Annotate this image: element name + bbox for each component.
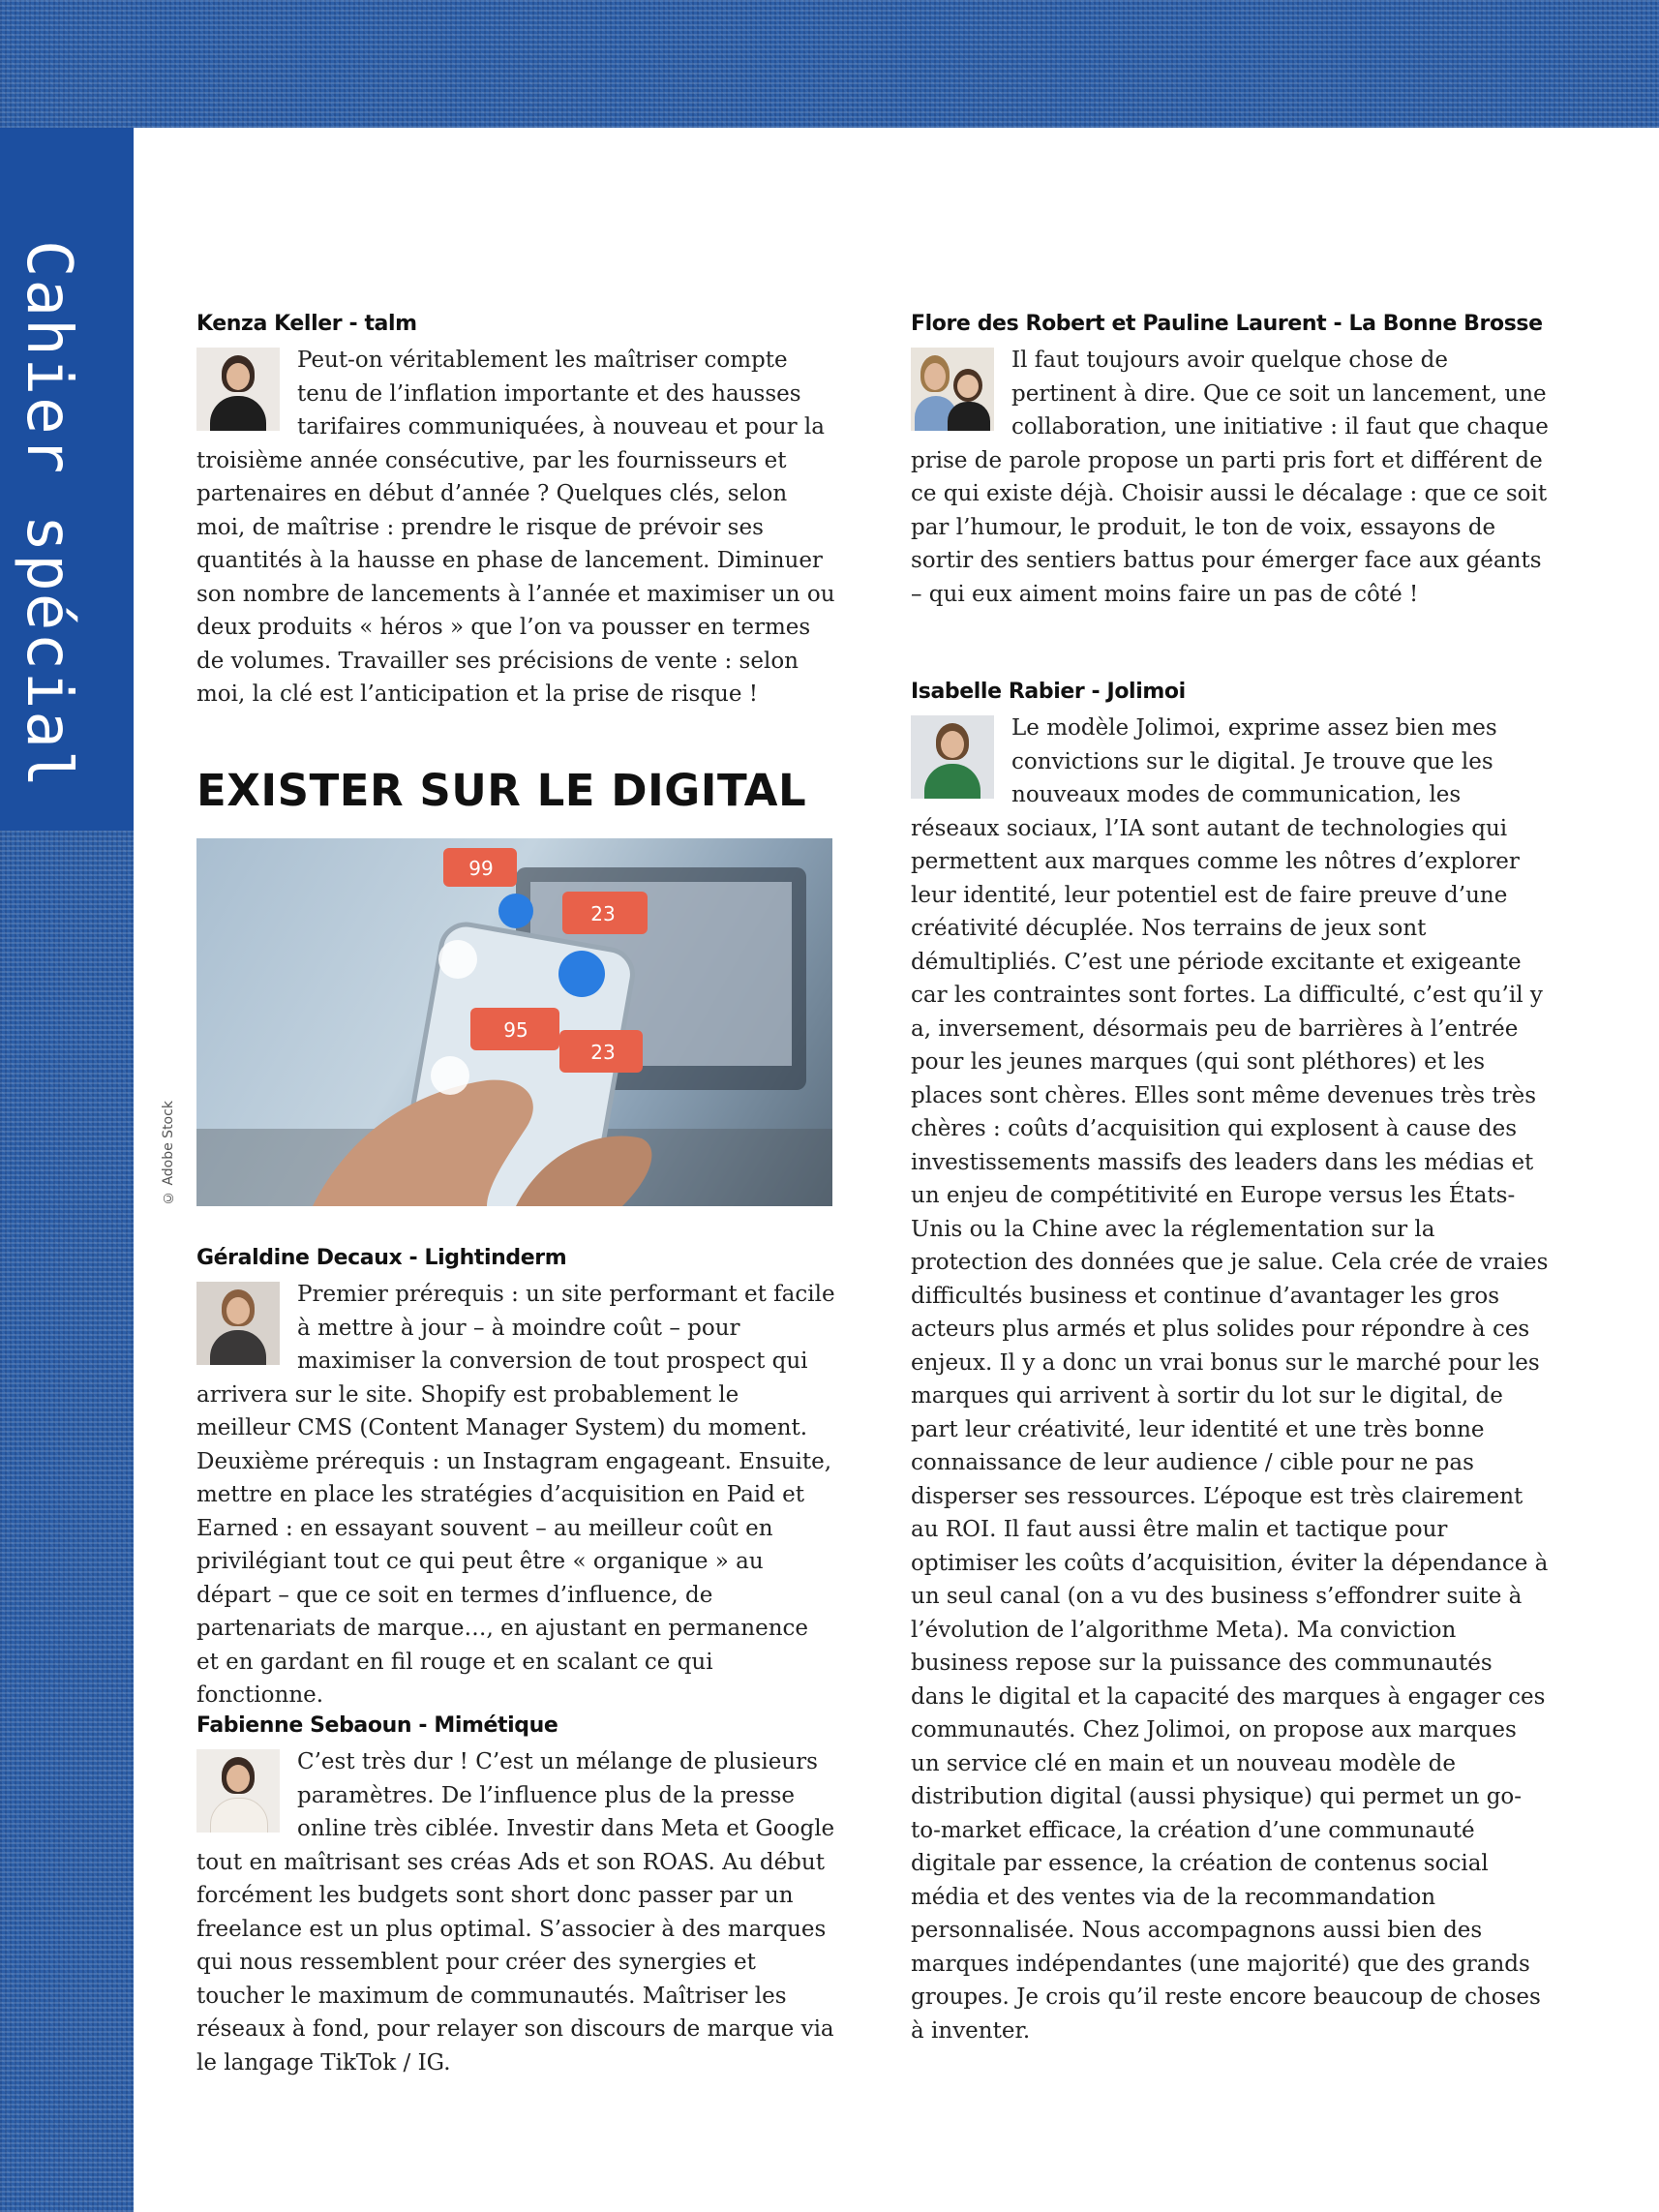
- testimonial-kenza-keller: [196, 311, 835, 712]
- author-portrait: [196, 348, 280, 431]
- author-portrait: [911, 715, 994, 799]
- like-badge-count: 23: [590, 902, 616, 925]
- chat-bubble-icon: [558, 951, 605, 997]
- section-heading: EXISTER SUR LE DIGITAL: [196, 765, 807, 816]
- section-tab: [0, 128, 134, 831]
- digital-illustration-photo: [196, 838, 832, 1206]
- author-portrait: [911, 348, 994, 431]
- testimonial-text: C’est très dur ! C’est un mélange de plusieurs paramètres. De l’influence plus de la presse online très ciblée. Investir dans Meta et Google tout en maîtrisant ses créas Ads et son ROAS. Au début forcément les budgets sont short donc passer par un freelance est un plus optimal. S’associer à des marques qui nous ressemblent pour créer des synergies et toucher le maximum de communautés. Maîtriser les réseaux à fond, pour relayer son discours de marque via le langage TikTok / IG.: [196, 1749, 835, 2076]
- photo-credit: © Adobe Stock: [161, 1101, 176, 1205]
- chat-bubble-icon: [438, 940, 477, 979]
- testimonial-text: Le modèle Jolimoi, exprime assez bien mes convictions sur le digital. Je trouve que les nouveaux modes de communication, les réseaux sociaux, l’IA sont autant de technologies qui permettent aux marques comme les nôtres d’explorer leur identité, leur potentiel est de faire preuve d’une créativité décuplée. Nos terrains de jeux sont démultipliés. C’est une période excitante et exigeante car les contraintes sont fortes. La difficulté, c’est qu’il y a, inversement, désormais peu de barrières à l’entrée pour les jeunes marques (qui sont pléthores) et les places sont chères. Elles sont même devenues très très chères : coûts d’acquisition qui explosent à cause des investissements massifs des leaders dans les médias et un enjeu de compétitivité en Europe versus les États-Unis ou la Chine avec la réglementation sur la protection des données que je salue. Cela crée de vraies difficultés business et continue d’avantager les gros acteurs plus armés et plus solides pour répondre à ces enjeux. Il y a donc un vrai bonus sur le marché pour les marques qui arrivent à sortir du lot sur le digital, de part leur créativité, leur identité et une très bonne connaissance de leur audience / cible pour ne pas disperser ses ressources. L’époque est très clairement au ROI. Il faut aussi être malin et tactique pour optimiser les coûts d’acquisition, éviter la dépendance à un seul canal (on a vu des business s’effondrer suite à l’évolution de l’algorithme Meta). Ma conviction business repose sur la puissance des communautés dans le digital et la capacité des marques à engager ces communautés. Chez Jolimoi, on propose aux marques un service clé en main et un nouveau modèle de distribution digital (aussi physique) qui permet un go-to-market efficace, la création d’une communauté digitale par essence, la création de contenus social média et des ventes via de la recommandation personnalisée. Nous accompagnons aussi bien des marques indépendantes (une majorité) que des grands groupes. Je crois qu’il reste encore beaucoup de choses à inventer.: [911, 715, 1549, 2044]
- rating-badge: [443, 848, 517, 887]
- cart-badge-count: 95: [503, 1018, 528, 1042]
- testimonial-text: Premier prérequis : un site performant et facile à mettre à jour – à moindre coût – pour maximiser la conversion de tout prospect qui arrivera sur le site. Shopify est probablement le meilleur CMS (Content Manager System) du moment. Deuxième prérequis : un Instagram engageant. Ensuite, mettre en place les stratégies d’acquisition en Paid et Earned : en essayant souvent – au meilleur coût en privilégiant tout ce qui peut être « organique » au départ – que ce soit en termes d’influence, de partenariats de marque…, en ajustant en permanence et en gardant en fil rouge et en scalant ce qui fonctionne.: [196, 1282, 835, 1708]
- author-name: Géraldine Decaux - Lightinderm: [196, 1246, 567, 1270]
- comment-badge-count: 23: [590, 1041, 616, 1064]
- author-name: Flore des Robert et Pauline Laurent - La Bonne Brosse: [911, 312, 1543, 336]
- comment-badge: [559, 1030, 643, 1073]
- testimonial-isabelle-rabier: [911, 679, 1550, 2047]
- chat-bubble-icon: [431, 1056, 469, 1095]
- testimonial-text: Il faut toujours avoir quelque chose de pertinent à dire. Que ce soit un lancement, une collaboration, une initiative : il faut que chaque prise de parole propose un parti pris fort et différent de ce qui existe déjà. Choisir aussi le décalage : que ce soit par l’humour, le produit, le ton de voix, essayons de sortir des sentiers battus pour émerger face aux géants – qui eux aiment moins faire un pas de côté !: [911, 348, 1549, 607]
- section-tab-label: Cahier spécial: [13, 240, 84, 790]
- testimonial-fabienne-sebaoun: [196, 1712, 835, 2079]
- testimonial-la-bonne-brosse: [911, 311, 1550, 611]
- cart-badge: [470, 1008, 559, 1050]
- like-badge: [562, 892, 648, 934]
- rating-badge-count: 99: [468, 857, 494, 880]
- author-portrait: [196, 1282, 280, 1365]
- smartphone-notifications-illustration: [196, 838, 832, 1206]
- chat-bubble-icon: [498, 894, 533, 928]
- author-name: Isabelle Rabier - Jolimoi: [911, 680, 1186, 704]
- author-portrait: [196, 1749, 280, 1833]
- author-name: Fabienne Sebaoun - Mimétique: [196, 1713, 558, 1738]
- author-name: Kenza Keller - talm: [196, 312, 417, 336]
- testimonial-text: Peut-on véritablement les maîtriser compte tenu de l’inflation importante et des hausses tarifaires communiquées, à nouveau et pour la troisième année consécutive, par les fournisseurs et partenaires en début d’année ? Quelques clés, selon moi, de maîtrise : prendre le risque de prévoir ses quantités à la hausse en phase de lancement. Diminuer son nombre de lancements à l’année et maximiser un ou deux produits « héros » que l’on va pousser en termes de volumes. Travailler ses précisions de vente : selon moi, la clé est l’anticipation et la prise de risque !: [196, 348, 835, 707]
- fabric-border-top: [0, 0, 1659, 128]
- testimonial-geraldine-decaux: [196, 1245, 835, 1712]
